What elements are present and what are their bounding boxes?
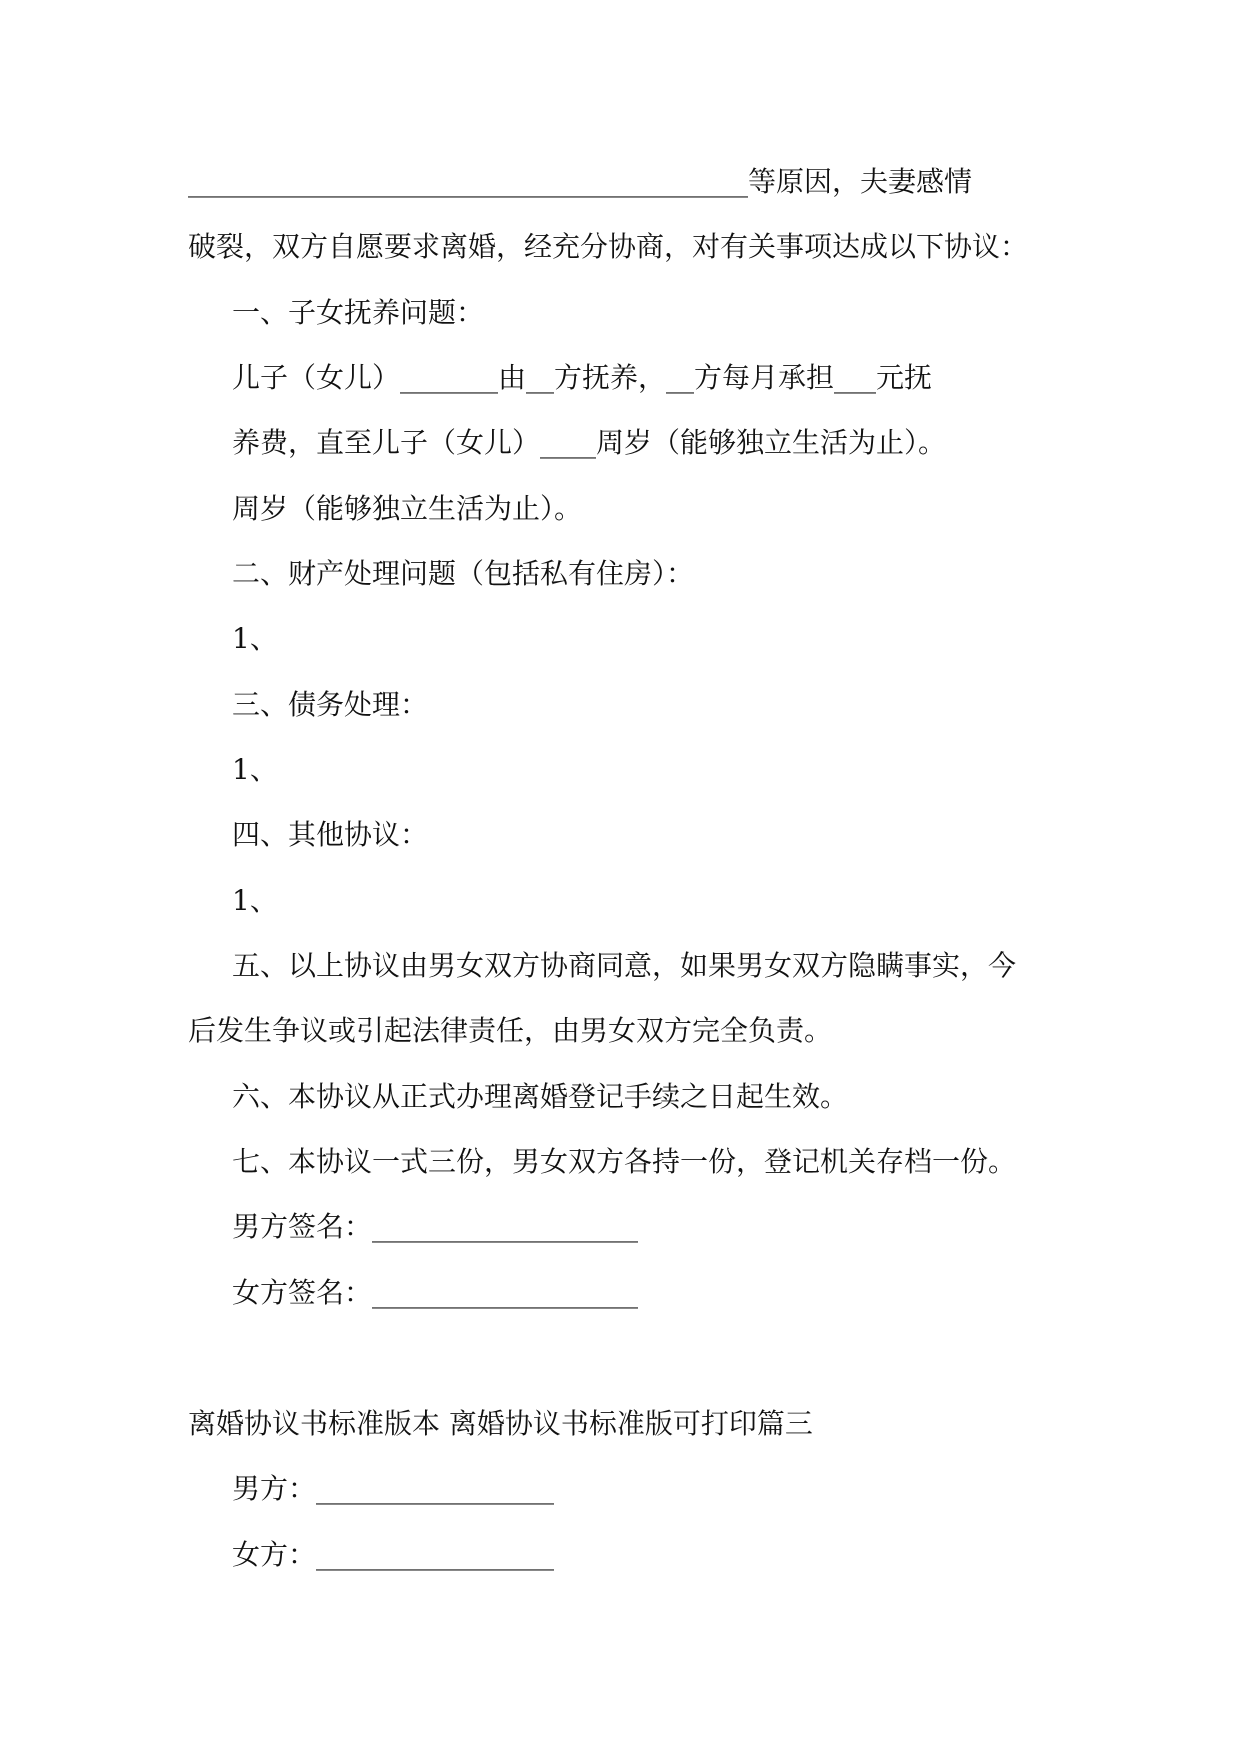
section-3-heading: 三、债务处理：: [232, 688, 429, 721]
section-6-clause: 六、本协议从正式办理离婚登记手续之日起生效。: [232, 1080, 849, 1113]
reason-line: ________________________________________等原因，夫妻感情: [188, 165, 973, 198]
wife-signature-line: 女方签名：___________________: [232, 1276, 639, 1309]
section-4-heading: 四、其他协议：: [232, 818, 429, 851]
section-title: 离婚协议书标准版本 离婚协议书标准版可打印篇三: [188, 1407, 813, 1440]
section-3-item-1: 1、: [232, 753, 278, 786]
section-2-heading: 二、财产处理问题（包括私有住房）：: [232, 557, 695, 590]
section-2-item-1: 1、: [232, 622, 278, 655]
child-custody-clause: 儿子（女儿）_______由__方抚养，__方每月承担___元抚: [232, 361, 933, 394]
child-support-clause-repeat: 周岁（能够独立生活为止）。: [232, 492, 583, 525]
husband-signature-line: 男方签名：___________________: [232, 1210, 639, 1243]
child-support-clause: 养费，直至儿子（女儿）____周岁（能够独立生活为止）。: [232, 426, 947, 459]
wife-name-line: 女方：_________________: [232, 1538, 555, 1571]
section-4-item-1: 1、: [232, 884, 278, 917]
husband-name-line: 男方：_________________: [232, 1472, 555, 1505]
section-1-heading: 一、子女抚养问题：: [232, 296, 485, 329]
section-7-clause: 七、本协议一式三份，男女双方各持一份，登记机关存档一份。: [232, 1145, 1017, 1178]
section-5-clause: 五、以上协议由男女双方协商同意，如果男女双方隐瞒事实，今: [232, 949, 1017, 982]
section-5-clause-cont: 后发生争议或引起法律责任，由男女双方完全负责。: [188, 1014, 833, 1047]
agreement-intro: 破裂，双方自愿要求离婚，经充分协商，对有关事项达成以下协议：: [188, 230, 1029, 263]
